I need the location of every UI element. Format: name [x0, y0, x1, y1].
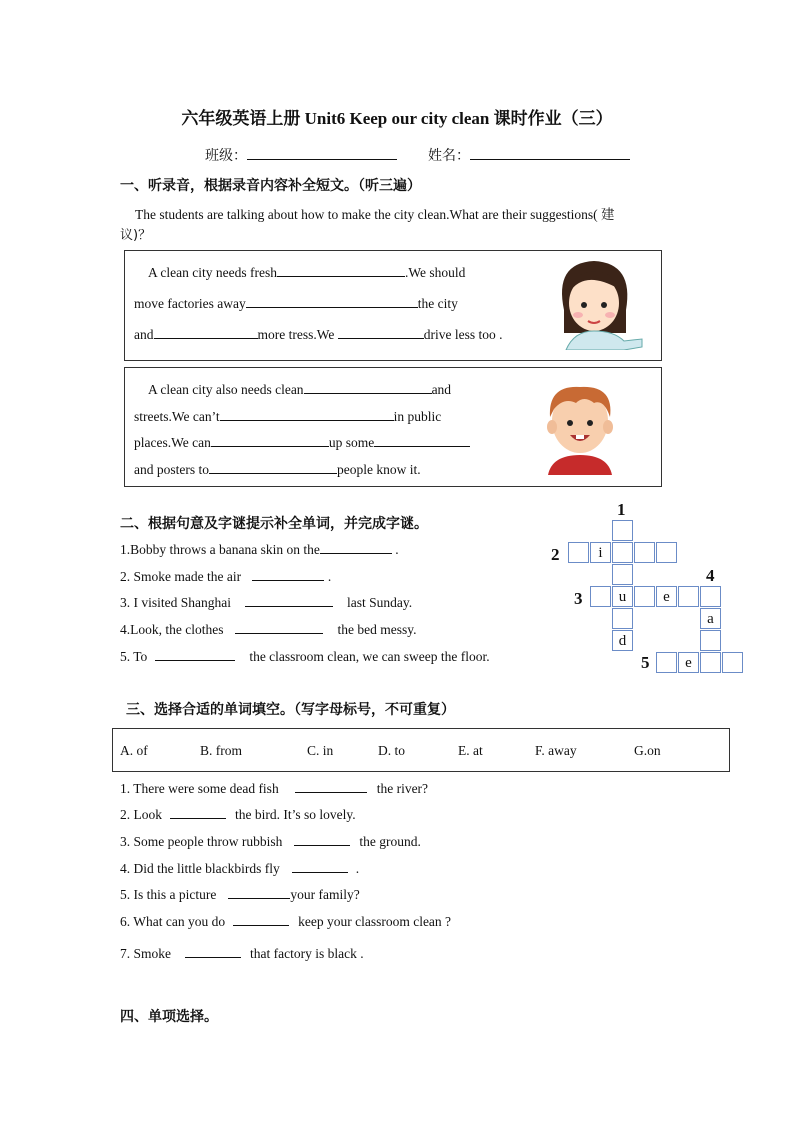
option-c: C. in — [307, 743, 334, 758]
girl-line-1-text-a: A clean city needs fresh — [148, 265, 277, 280]
crossword-cell[interactable] — [656, 652, 677, 673]
crossword-cell[interactable] — [700, 630, 721, 651]
s3-q6-text-b: keep your classroom clean ? — [298, 914, 452, 929]
crossword-cell[interactable] — [700, 586, 721, 607]
boy-line-2 — [134, 408, 441, 425]
crossword-number-1: 1 — [617, 500, 626, 519]
boy-line-3-text-a: places.We can — [134, 435, 211, 450]
s3-q4 — [120, 860, 359, 877]
boy-line-4-text-b: people know it. — [337, 462, 421, 477]
s2-q3-blank[interactable] — [245, 594, 333, 607]
crossword-cell[interactable]: a — [700, 608, 721, 629]
section1-heading: 一、听录音，根据录音内容补全短文。（听三遍） — [120, 178, 421, 194]
s2-q5-text-b: the classroom clean, we can sweep the floor. — [249, 649, 490, 664]
s3-q3-text-b: the ground. — [359, 834, 421, 849]
crossword-number-4: 4 — [706, 566, 715, 585]
crossword-number-5: 5 — [641, 653, 650, 672]
s2-q1-dot: . — [395, 542, 399, 557]
blank-some[interactable] — [374, 434, 470, 447]
crossword-number-2: 2 — [551, 545, 560, 564]
boy-line-2-text-a: streets.We can’t — [134, 409, 220, 424]
girl-line-2-text-a: move factories away — [134, 296, 246, 311]
s3-q7 — [120, 945, 364, 962]
option-g: G.on — [634, 743, 661, 758]
s2-q3 — [120, 594, 412, 611]
s3-q7-blank[interactable] — [185, 945, 241, 958]
girl-line-3-text-c: drive less too . — [423, 327, 503, 342]
s2-q4-blank[interactable] — [235, 621, 323, 634]
s3-q2 — [120, 806, 356, 823]
s2-q3-text-a: 3. I visited Shanghai — [120, 595, 231, 610]
crossword-cell[interactable]: u — [612, 586, 633, 607]
crossword-cell[interactable] — [656, 542, 677, 563]
blank-away[interactable] — [246, 295, 418, 308]
s3-q4-blank[interactable] — [292, 860, 348, 873]
boy-illustration — [540, 375, 620, 475]
girl-line-3-text-b: more tress.We — [257, 327, 335, 342]
boy-line-1-text-a: A clean city also needs clean — [148, 382, 304, 397]
s3-q7-text-b: that factory is black . — [250, 946, 364, 961]
blank-cant[interactable] — [220, 408, 394, 421]
s2-q4 — [120, 621, 416, 638]
girl-line-2-text-b: the city — [417, 296, 458, 311]
option-b: B. from — [200, 743, 242, 758]
s3-q6-text-a: 6. What can you do — [120, 914, 226, 929]
girl-line-3 — [134, 326, 503, 343]
name-field[interactable] — [428, 145, 630, 165]
blank-fresh[interactable] — [277, 264, 405, 277]
s3-q5-blank[interactable] — [228, 886, 290, 899]
section2-heading: 二、根据句意及字谜提示补全单词，并完成字谜。 — [120, 516, 428, 532]
blank-posters[interactable] — [209, 461, 337, 474]
class-blank[interactable] — [247, 147, 397, 160]
s3-q6-blank[interactable] — [233, 913, 289, 926]
s2-q3-text-b: last Sunday. — [347, 595, 413, 610]
crossword-cell[interactable]: e — [678, 652, 699, 673]
name-blank[interactable] — [470, 147, 630, 160]
crossword-cell[interactable] — [612, 608, 633, 629]
blank-more[interactable] — [154, 326, 258, 339]
girl-illustration — [544, 255, 644, 350]
option-e: E. at — [458, 743, 483, 758]
s3-q4-text-b: . — [355, 861, 360, 876]
girl-line-2 — [134, 295, 458, 312]
boy-line-1 — [148, 381, 451, 398]
page-title: 六年级英语上册 Unit6 Keep our city clean 课时作业（三） — [181, 109, 613, 128]
s3-q6 — [120, 913, 451, 930]
boy-line-3-text-b: up some — [328, 435, 375, 450]
s3-q1-blank[interactable] — [295, 780, 367, 793]
s3-q1 — [120, 780, 428, 797]
s3-q3-blank[interactable] — [294, 833, 350, 846]
blank-should[interactable] — [338, 326, 424, 339]
blank-clean[interactable] — [304, 381, 432, 394]
crossword-cell[interactable] — [634, 542, 655, 563]
s2-q5-blank[interactable] — [155, 648, 235, 661]
boy-line-3 — [134, 434, 470, 451]
crossword-cell[interactable] — [612, 564, 633, 585]
s2-q2 — [120, 568, 331, 585]
crossword-cell[interactable]: d — [612, 630, 633, 651]
girl-line-1-text-b: .We should — [404, 265, 466, 280]
s3-q5 — [120, 886, 360, 903]
s2-q4-text-a: 4.Look, the clothes — [120, 622, 224, 637]
s3-q1-text-b: the river? — [376, 781, 429, 796]
crossword-cell[interactable] — [590, 586, 611, 607]
blank-can[interactable] — [211, 434, 329, 447]
s3-q3-text-a: 3. Some people throw rubbish — [120, 834, 283, 849]
name-label: 姓名： — [428, 148, 470, 164]
option-a: A. of — [120, 743, 148, 758]
option-f: F. away — [535, 743, 577, 758]
girl-line-3-text-a: and — [134, 327, 154, 342]
crossword-cell[interactable] — [568, 542, 589, 563]
section4-heading: 四、单项选择。 — [120, 1009, 218, 1025]
section1-intro-cont: 议)？ — [120, 228, 152, 243]
s2-q2-dot: . — [327, 569, 332, 584]
s2-q5 — [120, 648, 490, 665]
section3-heading: 三、选择合适的单词填空。（写字母标号，不可重复） — [126, 702, 455, 718]
s3-q2-text-b: the bird. It’s so lovely. — [235, 807, 356, 822]
crossword-cell[interactable] — [612, 520, 633, 541]
crossword-cell[interactable] — [612, 542, 633, 563]
option-d: D. to — [378, 743, 405, 758]
boy-line-4-text-a: and posters to — [134, 462, 209, 477]
crossword-cell[interactable]: e — [656, 586, 677, 607]
crossword-cell[interactable] — [700, 652, 721, 673]
s3-q4-text-a: 4. Did the little blackbirds fly — [120, 861, 280, 876]
crossword-cell[interactable] — [634, 586, 655, 607]
boy-line-4 — [134, 461, 421, 478]
s3-q5-text-b: your family? — [290, 887, 360, 902]
s3-q3 — [120, 833, 421, 850]
s3-q2-blank[interactable] — [170, 806, 226, 819]
s3-q1-text-a: 1. There were some dead fish — [120, 781, 279, 796]
s2-q1-text: 1.Bobby throws a banana skin on the — [120, 542, 320, 557]
class-label: 班级： — [205, 148, 247, 164]
class-field[interactable] — [205, 145, 397, 165]
boy-line-2-text-b: in public — [393, 409, 442, 424]
boy-line-1-text-b: and — [431, 382, 452, 397]
crossword-cell[interactable] — [678, 586, 699, 607]
s3-q7-text-a: 7. Smoke — [120, 946, 172, 961]
s2-q1 — [120, 541, 399, 558]
s2-q2-text: 2. Smoke made the air — [120, 569, 242, 584]
s2-q4-text-b: the bed messy. — [337, 622, 417, 637]
girl-line-1 — [148, 264, 465, 281]
s2-q2-blank[interactable] — [252, 568, 324, 581]
s2-q1-blank[interactable] — [320, 541, 392, 554]
crossword-cell[interactable]: i — [590, 542, 611, 563]
crossword-number-3: 3 — [574, 589, 583, 608]
crossword-cell[interactable] — [722, 652, 743, 673]
s2-q5-text-a: 5. To — [120, 649, 148, 664]
section1-intro: The students are talking about how to make the city clean.What are their suggestions( 建 — [135, 207, 615, 222]
s3-q2-text-a: 2. Look — [120, 807, 162, 822]
s3-q5-text-a: 5. Is this a picture — [120, 887, 217, 902]
